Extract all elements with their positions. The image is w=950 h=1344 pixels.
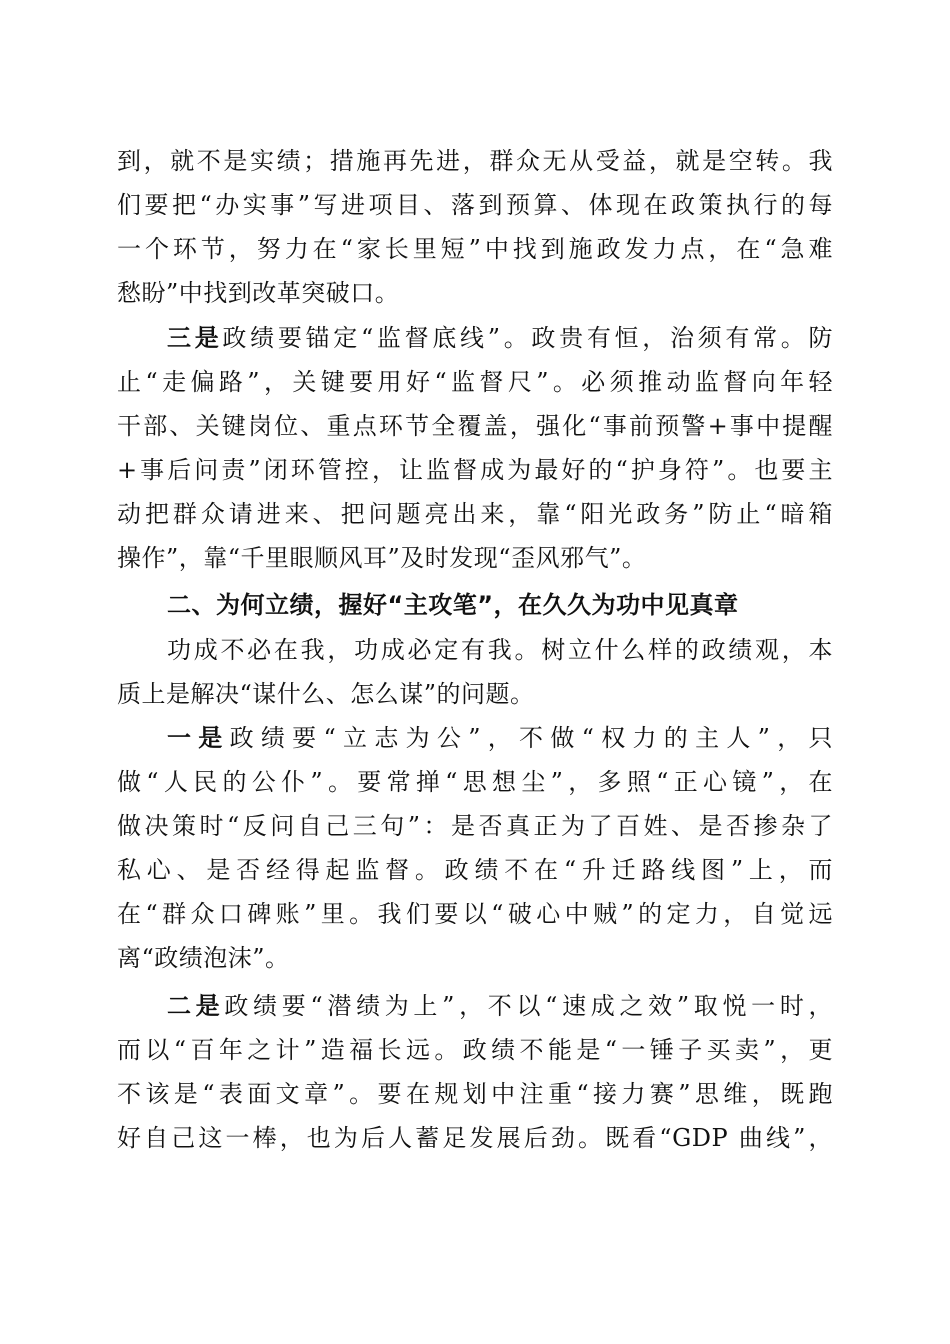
paragraph-line: 做决策时“反问自己三句”：是否真正为了百姓、是否掺杂了 bbox=[117, 812, 833, 840]
paragraph-line: 愁盼”中找到改革突破口。 bbox=[117, 279, 400, 307]
paragraph-line: 不该是“表面文章”。要在规划中注重“接力赛”思维，既跑 bbox=[117, 1080, 833, 1108]
paragraph-line: 质上是解决“谋什么、怎么谋”的问题。 bbox=[117, 680, 535, 708]
paragraph-line: 好自己这一棒，也为后人蓄足发展后劲。既看“GDP 曲线”， bbox=[117, 1124, 833, 1152]
paragraph-line: 而以“百年之计”造福长远。政绩不能是“一锤子买卖”，更 bbox=[117, 1036, 833, 1064]
paragraph-line: 做“人民的公仆”。要常掸“思想尘”，多照“正心镜”，在 bbox=[117, 768, 833, 796]
paragraph-line: 们要把“办实事”写进项目、落到预算、体现在政策执行的每 bbox=[117, 191, 833, 219]
paragraph-line: 干部、关键岗位、重点环节全覆盖，强化“事前预警+事中提醒 bbox=[117, 412, 833, 440]
paragraph-line bbox=[167, 990, 833, 1022]
paragraph-line: +事后问责”闭环管控，让监督成为最好的“护身符”。也要主 bbox=[117, 456, 833, 484]
paragraph-line: 止“走偏路”，关键要用好“监督尺”。必须推动监督向年轻 bbox=[117, 368, 833, 396]
paragraph-text: 政绩要“立志为公”，不做“权力的主人”，只 bbox=[229, 724, 834, 752]
paragraph-line: 一个环节，努力在“家长里短”中找到施政发力点，在“急难 bbox=[117, 235, 833, 263]
lead-in-label: 三是 bbox=[167, 323, 223, 352]
paragraph-line bbox=[167, 322, 833, 354]
paragraph-line: 操作”，靠“千里眼顺风耳”及时发现“歪风邪气”。 bbox=[117, 544, 647, 572]
lead-in-label: 二是 bbox=[167, 991, 225, 1020]
paragraph-line: 私心、是否经得起监督。政绩不在“升迁路线图”上，而 bbox=[117, 856, 833, 884]
paragraph-line bbox=[167, 722, 833, 754]
lead-in-label: 一是 bbox=[167, 723, 230, 752]
paragraph-line: 离“政绩泡沫”。 bbox=[117, 944, 290, 972]
paragraph-line: 功成不必在我，功成必定有我。树立什么样的政绩观，本 bbox=[167, 636, 833, 664]
paragraph-line: 到，就不是实绩；措施再先进，群众无从受益，就是空转。我 bbox=[117, 147, 833, 175]
paragraph-line: 动把群众请进来、把问题亮出来，靠“阳光政务”防止“暗箱 bbox=[117, 500, 833, 528]
paragraph-text: 政绩要锚定“监督底线”。政贵有恒，治须有常。防 bbox=[222, 324, 833, 352]
paragraph-text: 政绩要“潜绩为上”，不以“速成之效”取悦一时， bbox=[224, 992, 834, 1020]
paragraph-line: 在“群众口碑账”里。我们要以“破心中贼”的定力，自觉远 bbox=[117, 900, 833, 928]
section-heading: 二、为何立绩，握好“主攻笔”，在久久为功中见真章 bbox=[167, 591, 739, 619]
